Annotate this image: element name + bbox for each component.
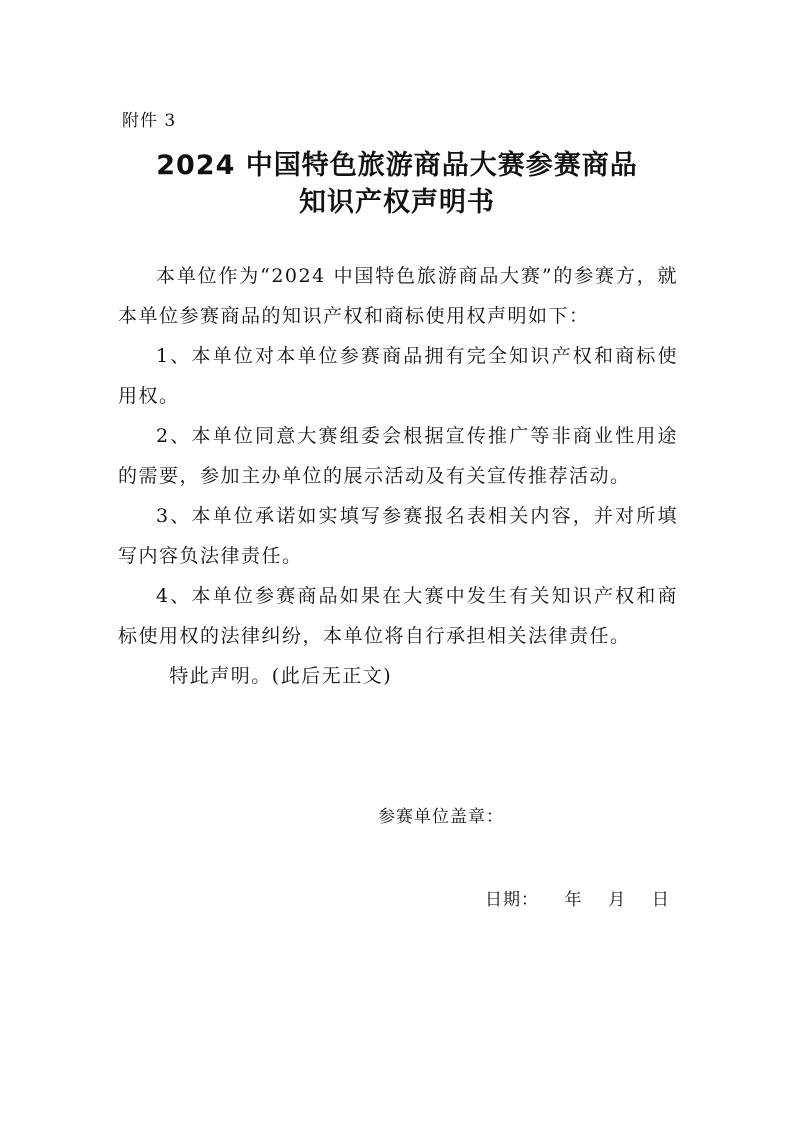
closing-statement: 特此声明。(此后无正文) (169, 665, 393, 687)
clause-3: 3、本单位承诺如实填写参赛报名表相关内容，并对所填写内容负法律责任。 (118, 505, 678, 567)
clause-4: 4、本单位参赛商品如果在大赛中发生有关知识产权和商标使用权的法律纠纷，本单位将自行承担相关法律责任。 (118, 585, 678, 647)
document-title-line-2: 知识产权声明书 (299, 187, 495, 218)
seal-label: 参赛单位盖章： (378, 807, 504, 827)
clause-1: 1、本单位对本单位参赛商品拥有完全知识产权和商标使用权。 (118, 345, 678, 407)
declaration-body (118, 256, 678, 696)
date-label: 日期： 年 月 日 (485, 890, 670, 910)
attachment-label: 附件 3 (122, 111, 177, 131)
clause-2: 2、本单位同意大赛组委会根据宣传推广等非商业性用途的需要，参加主办单位的展示活动及有关宣传推荐活动。 (118, 425, 678, 487)
intro-paragraph: 本单位作为“2024 中国特色旅游商品大赛”的参赛方，就本单位参赛商品的知识产权和商标使用权声明如下： (118, 265, 678, 327)
document-title-line-1: 2024 中国特色旅游商品大赛参赛商品 (156, 150, 638, 181)
